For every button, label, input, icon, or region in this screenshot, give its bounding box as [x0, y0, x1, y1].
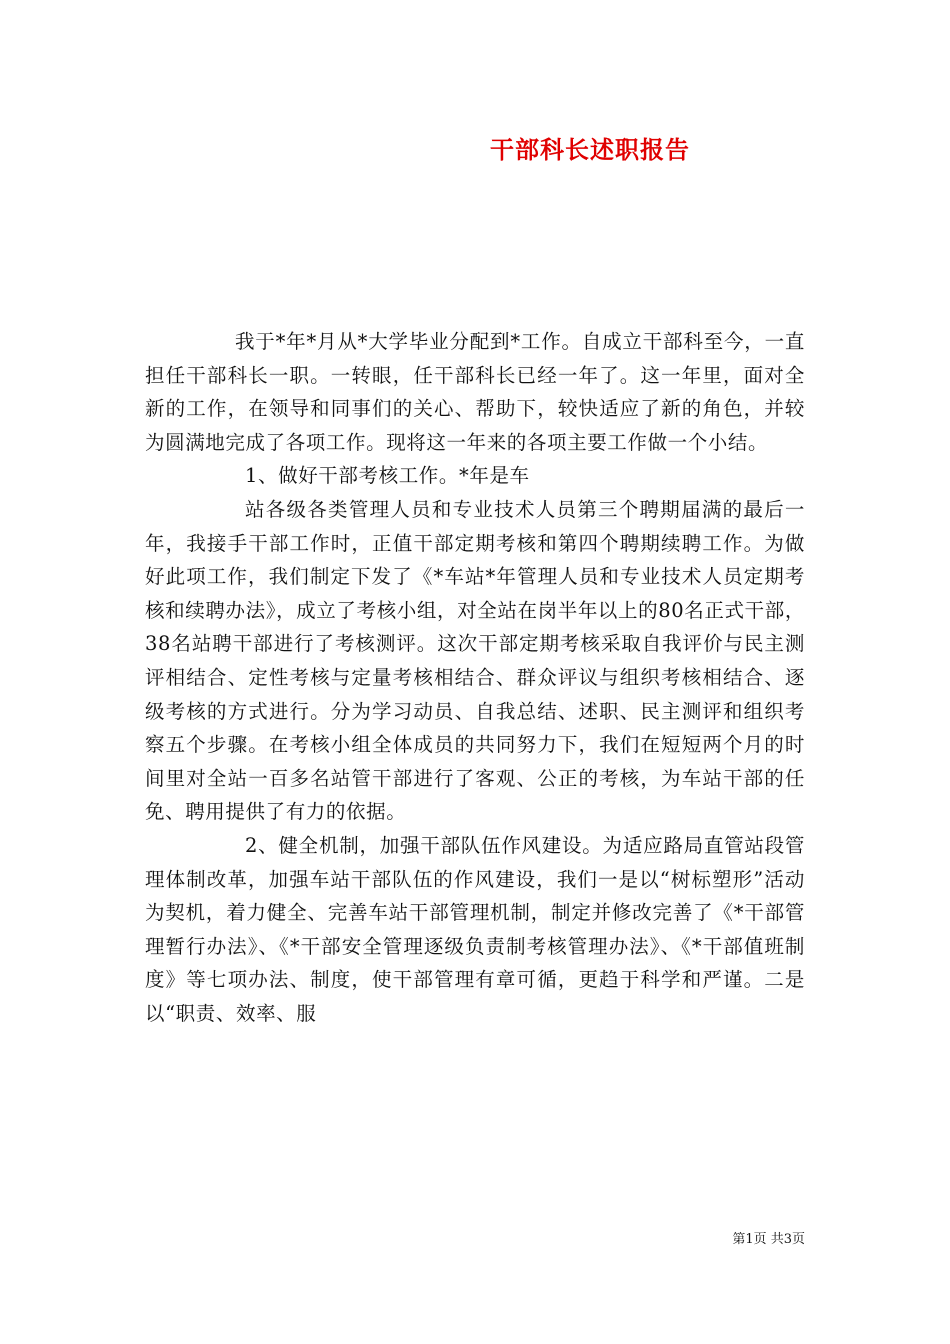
paragraph-intro: 我于*年*月从*大学毕业分配到*工作。自成立干部科至今，一直担任干部科长一职。一转眼，任干部科长已经一年了。这一年里，面对全新的工作，在领导和同事们的关心、帮助下，较快适应了新的角色，并较为圆满地完成了各项工作。现将这一年来的各项主要工作做一个小结。 — [145, 330, 805, 454]
paragraph-section-1-heading: 1、做好干部考核工作。*年是车 — [245, 464, 530, 488]
page-number-footer: 第1页 共3页 — [732, 1232, 805, 1247]
paragraph-section-2: 2、健全机制，加强干部队伍作风建设。为适应路局直管站段管理体制改革，加强车站干部队伍的作风建设，我们一是以“树标塑形”活动为契机，着力健全、完善车站干部管理机制，制定并修改完善了《*干部管理暂行办法》、《*干部安全管理逐级负责制考核管理办法》、《*干部值班制度》等七项办法、制度，使干部管理有章可循，更趋于科学和严谨。二是以“职责、效率、服 — [145, 833, 805, 1025]
document-title: 干部科长述职报告 — [490, 135, 690, 164]
document-body — [145, 325, 805, 1030]
paragraph-section-1-body: 站各级各类管理人员和专业技术人员第三个聘期届满的最后一年，我接手干部工作时，正值干部定期考核和第四个聘期续聘工作。为做好此项工作，我们制定下发了《*车站*年管理人员和专业技术人员定期考核和续聘办法》，成立了考核小组，对全站在岗半年以上的80名正式干部，38名站聘干部进行了考核测评。这次干部定期考核采取自我评价与民主测评相结合、定性考核与定量考核相结合、群众评议与组织考核相结合、逐级考核的方式进行。分为学习动员、自我总结、述职、民主测评和组织考察五个步骤。在考核小组全体成员的共同努力下，我们在短短两个月的时间里对全站一百多名站管干部进行了客观、公正的考核，为车站干部的任免、聘用提供了有力的依据。 — [145, 497, 805, 824]
